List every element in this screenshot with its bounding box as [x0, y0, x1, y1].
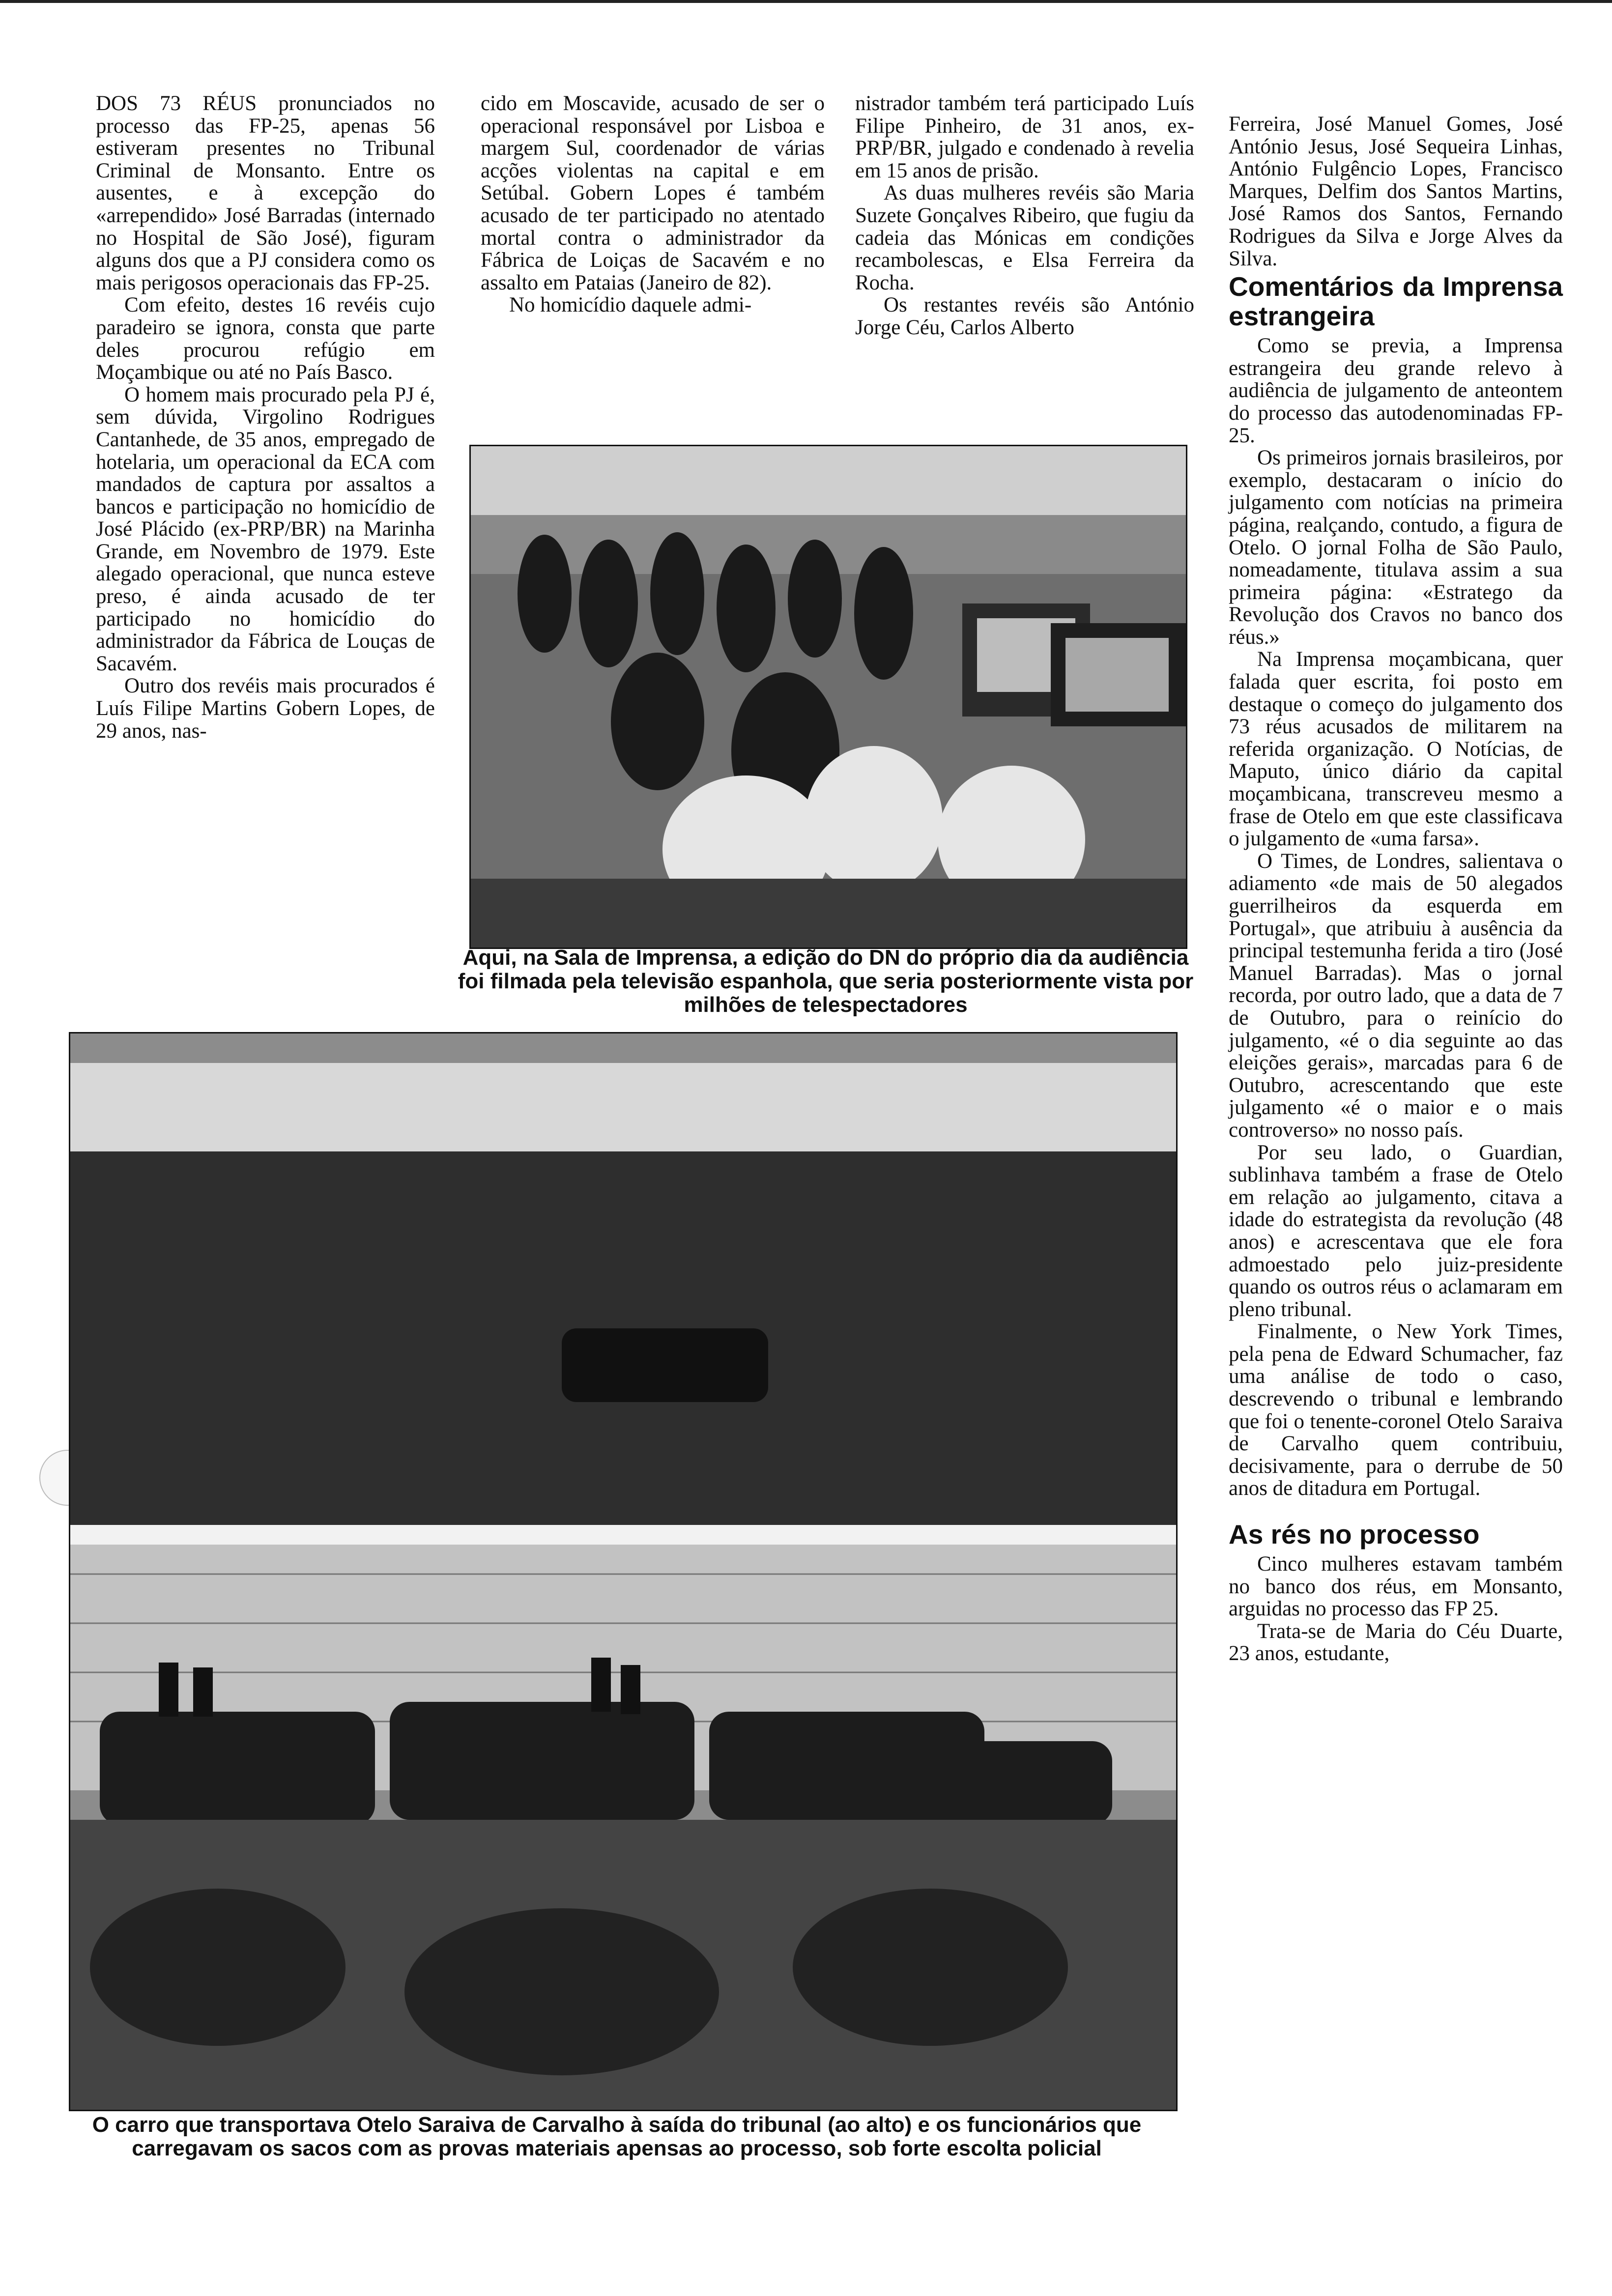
paragraph: Os restantes revéis são António Jorge Céu, Carlos Alberto [855, 293, 1194, 339]
paragraph: Outro dos revéis mais procurados é Luís Filipe Martins Gobern Lopes, de 29 anos, nas- [96, 674, 435, 743]
paragraph: cido em Moscavide, acusado de ser o operacional responsável por Lisboa e margem Sul, coordenador de várias acções violentas na capital e em Setúbal. Gobern Lopes é também acusado de ter participado no atentado mortal contra o administrador da Fábrica de Loiças de Sacavém e no assalto em Pataias (Janeiro de 82). [481, 92, 825, 294]
article-column-2 [481, 92, 825, 316]
press-room-photo [469, 445, 1187, 949]
paragraph: Os primeiros jornais brasileiros, por exemplo, destacaram o início do julgamento com notícias na primeira página, realçando, contudo, a figura de Otelo. O jornal Folha de São Paulo, nomeadamente, titulava assim a sua primeira página: «Estratego da Revolução dos Cravos no banco dos réus.» [1229, 446, 1563, 649]
article-column-4 [1229, 113, 1563, 1665]
paragraph: Finalmente, o New York Times, pela pena de Edward Schumacher, faz uma análise de todo o caso, descrevendo o tribunal e lembrando que foi o tenente-coronel Otelo Saraiva de Carvalho quem contribuiu, decisivamente, para o derrube de 50 anos de ditadura em Portugal. [1229, 1320, 1563, 1500]
court-exit-photo-caption: O carro que transportava Otelo Saraiva de Carvalho à saída do tribunal (ao alto) e os funcionários que carregavam os sacos com as provas materiais apensas ao processo, sob forte escolta policial [92, 2113, 1142, 2160]
paragraph: Com efeito, destes 16 revéis cujo paradeiro se ignora, consta que parte deles procurou refúgio em Moçambique ou até no País Basco. [96, 293, 435, 384]
press-room-photo-caption: Aqui, na Sala de Imprensa, a edição do DN do próprio dia da audiência foi filmada pela televisão espanhola, que seria posteriormente vista por milhões de telespectadores [458, 946, 1194, 1017]
top-rule [0, 0, 1612, 3]
paragraph: Cinco mulheres estavam também no banco dos réus, em Monsanto, arguidas no processo das FP 25. [1229, 1552, 1563, 1621]
paragraph: nistrador também terá participado Luís Filipe Pinheiro, de 31 anos, ex-PRP/BR, julgado e condenado à revelia em 15 anos de prisão. [855, 92, 1194, 182]
paragraph: O Times, de Londres, salientava o adiamento «de mais de 50 alegados guerrilheiros da esquerda em Portugal», que atribuiu à ausência da principal testemunha ferida a tiro (José Manuel Barradas). Mas o jornal recorda, por outro lado, que a data de 7 de Outubro, para o reinício do julgamento, «é o dia seguinte ao das eleições gerais», marcadas para 6 de Outubro, acrescentando que este julgamento «é o maior e o mais controverso» no nosso país. [1229, 849, 1563, 1142]
paragraph: Ferreira, José Manuel Gomes, José António Jesus, José Sequeira Linhas, António Fulgêncio Lopes, Francisco Marques, Delfim dos Santos Martins, José Ramos dos Santos, Fernando Rodrigues da Silva e Jorge Alves da Silva. [1229, 113, 1563, 270]
court-exit-photo [69, 1032, 1178, 2111]
court-exit-photo-image [70, 1033, 1176, 2110]
paragraph: DOS 73 RÉUS pronunciados no processo das FP-25, apenas 56 estiveram presentes no Tribunal Criminal de Monsanto. Entre os ausentes, e à excepção do «arrependido» José Barradas (internado no Hospital de São José), figuram alguns dos que a PJ considera como os mais perigosos operacionais das FP-25. [96, 92, 435, 294]
article-column-3 [855, 92, 1194, 339]
paragraph: O homem mais procurado pela PJ é, sem dúvida, Virgolino Rodrigues Cantanhede, de 35 anos, empregado de hotelaria, um operacional da ECA com mandados de captura por assaltos a bancos e participação no homicídio de José Plácido (ex-PRP/BR) na Marinha Grande, em Novembro de 1979. Este alegado operacional, que nunca esteve preso, é ainda acusado de ter participado no homicídio do administrador da Fábrica de Louças de Sacavém. [96, 383, 435, 675]
paragraph: No homicídio daquele admi- [509, 293, 752, 317]
paragraph: As duas mulheres revéis são Maria Suzete Gonçalves Ribeiro, que fugiu da cadeia das Mónicas em condições recambolescas, e Elsa Ferreira da Rocha. [855, 181, 1194, 294]
press-room-photo-image [471, 446, 1186, 947]
section-heading: Comentários da Imprensa estrangeira [1229, 271, 1563, 332]
paragraph: Por seu lado, o Guardian, sublinhava também a frase de Otelo em relação ao julgamento, citava a idade do estrategista da revolução (48 anos) e acrescentava que ele fora admoestado pelo juiz-presidente quando os outros réus o aclamaram em pleno tribunal. [1229, 1141, 1563, 1321]
paragraph: Na Imprensa moçambicana, quer falada quer escrita, foi posto em destaque o começo do julgamento dos 73 réus acusados de militarem na referida organização. O Notícias, de Maputo, único diário da capital moçambicana, transcreveu mesmo a frase de Otelo em que este classificava o julgamento de «uma farsa». [1229, 648, 1563, 851]
paragraph: Trata-se de Maria do Céu Duarte, 23 anos, estudante, [1229, 1619, 1563, 1665]
article-column-1 [96, 92, 435, 742]
section-heading: As rés no processo [1229, 1519, 1480, 1550]
paragraph: Como se previa, a Imprensa estrangeira deu grande relevo à audiência de julgamento de anteontem do processo das autodenominadas FP-25. [1229, 334, 1563, 447]
